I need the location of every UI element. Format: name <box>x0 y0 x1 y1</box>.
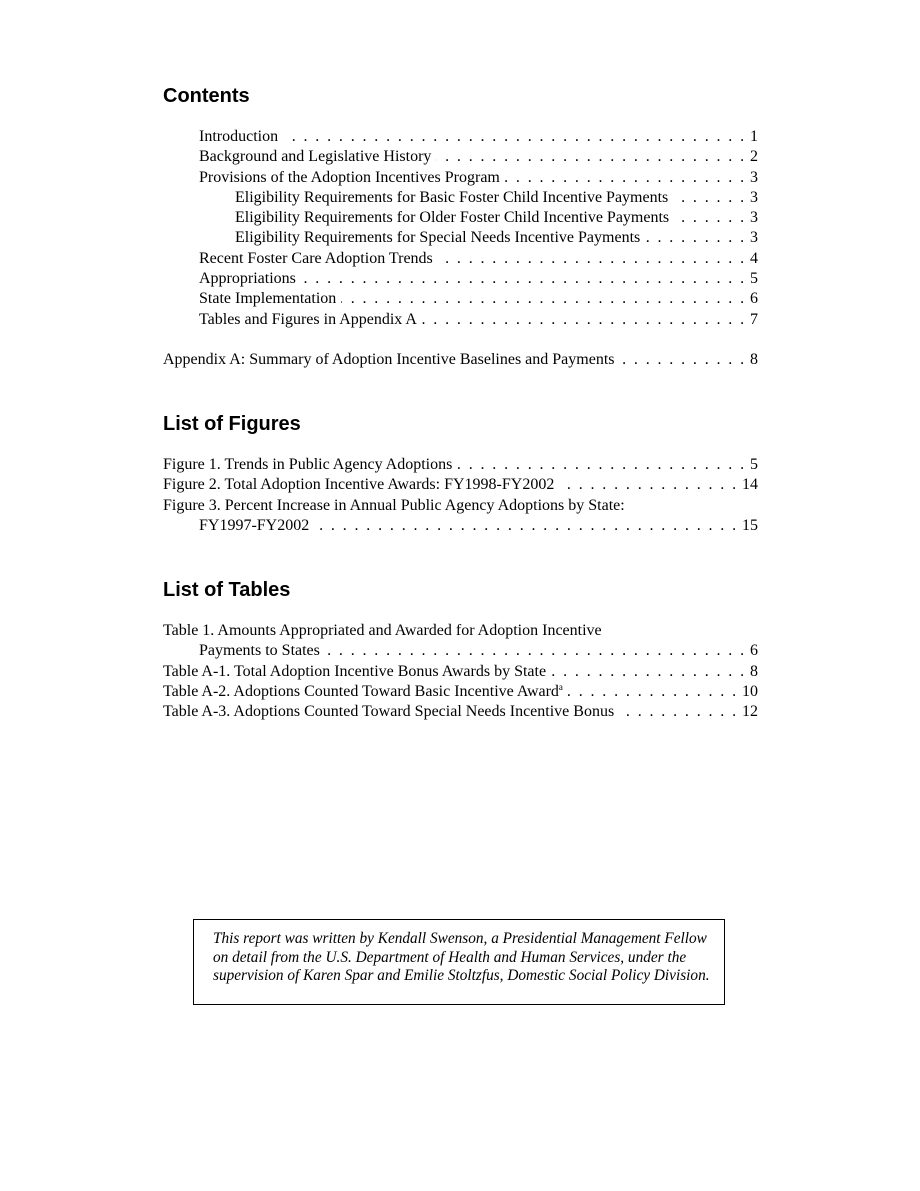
contents-heading: Contents <box>163 85 250 107</box>
dot-leader <box>438 249 746 269</box>
toc-entry-title: State Implementation <box>199 290 337 308</box>
toc-entry-title: Introduction <box>199 128 279 145</box>
table-entry-title: Table A-1. Total Adoption Incentive Bonus Awards by State <box>163 662 547 680</box>
table-entry-title-cont: Payments to States <box>199 642 320 660</box>
toc-entry-introduction[interactable] <box>163 127 758 147</box>
toc-entry-title: Eligibility Requirements for Older Foster Child Incentive Payments <box>235 209 670 227</box>
figures-list <box>163 455 758 536</box>
toc-entry-page: 5 <box>750 270 758 288</box>
table-entry-a2[interactable] <box>163 682 758 702</box>
toc-entry-background[interactable] <box>163 147 758 167</box>
table-entry-page: 12 <box>742 703 758 721</box>
table-entry-page: 6 <box>750 642 758 660</box>
figure-entry-2[interactable] <box>163 475 758 495</box>
toc-entry-page: 3 <box>750 229 758 247</box>
dot-leader <box>325 641 746 661</box>
toc-entry-title: Eligibility Requirements for Basic Foster Child Incentive Payments <box>235 188 669 206</box>
toc-entry-provisions[interactable] <box>163 168 758 188</box>
tables-heading: List of Tables <box>163 579 291 601</box>
table-entry-title: Table A-3. Adoptions Counted Toward Special Needs Incentive Bonus <box>163 703 615 721</box>
toc-entry-title: Eligibility Requirements for Special Needs Incentive Payments <box>235 229 641 247</box>
dot-leader <box>568 682 738 702</box>
toc-entry-page: 4 <box>750 249 758 267</box>
toc-entry-page: 8 <box>750 351 758 369</box>
toc-entry-title: Background and Legislative History <box>199 148 432 166</box>
toc-entry-page: 3 <box>750 188 758 206</box>
figure-entry-1[interactable] <box>163 455 758 475</box>
dot-leader <box>314 516 738 536</box>
table-entry-a1[interactable] <box>163 662 758 682</box>
table-entry-continuation <box>163 641 758 661</box>
figures-heading: List of Figures <box>163 413 301 435</box>
contents-list <box>163 127 758 371</box>
figure-entry-title: Figure 3. Percent Increase in Annual Public Agency Adoptions by State: <box>163 496 625 514</box>
figure-entry-title-cont: FY1997-FY2002 <box>199 516 310 534</box>
toc-entry-appendix-a[interactable] <box>163 350 758 370</box>
figure-entry-3[interactable] <box>163 496 758 537</box>
toc-entry-special-needs-eligibility[interactable] <box>163 228 758 248</box>
dot-leader <box>620 350 747 370</box>
toc-entry-page: 3 <box>750 209 758 227</box>
dot-leader <box>645 228 746 248</box>
table-entry-title-wrap <box>163 682 568 702</box>
dot-leader <box>551 662 746 682</box>
table-entry-1[interactable] <box>163 621 758 662</box>
dot-leader <box>673 188 746 208</box>
toc-entry-page: 6 <box>750 290 758 308</box>
toc-entry-title: Tables and Figures in Appendix A <box>199 310 417 328</box>
toc-entry-tables-figures[interactable] <box>163 310 758 330</box>
dot-leader <box>505 168 746 188</box>
tables-list <box>163 621 758 722</box>
table-entry-a3[interactable] <box>163 702 758 722</box>
toc-entry-appropriations[interactable] <box>163 269 758 289</box>
dot-leader <box>422 310 746 330</box>
table-entry-page: 8 <box>750 662 758 680</box>
toc-entry-page: 7 <box>750 310 758 328</box>
figure-entry-page: 5 <box>750 456 758 473</box>
dot-leader <box>283 127 746 147</box>
toc-entry-older-eligibility[interactable] <box>163 208 758 228</box>
dot-leader <box>457 455 746 475</box>
dot-leader <box>619 702 738 722</box>
table-entry-page: 10 <box>742 682 758 700</box>
table-entry-title: Table 1. Amounts Appropriated and Awarded for Adoption Incentive <box>163 622 602 639</box>
toc-entry-page: 2 <box>750 148 758 166</box>
toc-entry-basic-eligibility[interactable] <box>163 188 758 208</box>
figure-entry-continuation <box>163 516 758 536</box>
figure-entry-page: 15 <box>742 516 758 534</box>
toc-entry-state-implementation[interactable] <box>163 289 758 309</box>
author-note-box <box>193 919 725 1005</box>
figure-entry-title: Figure 1. Trends in Public Agency Adoptions <box>163 456 453 473</box>
toc-entry-title: Provisions of the Adoption Incentives Program <box>199 168 500 186</box>
toc-entry-page: 1 <box>750 128 758 145</box>
author-note-text: This report was written by Kendall Swenson, a Presidential Management Fellow on detail from the U.S. Department of Health and Human Services, under the supervision of Karen Spar and Emilie Stoltzfus, Domestic Social Policy Division. <box>213 930 710 985</box>
dot-leader <box>674 208 746 228</box>
toc-entry-title: Recent Foster Care Adoption Trends <box>199 249 433 267</box>
toc-entry-title: Appropriations <box>199 270 296 288</box>
dot-leader <box>301 269 746 289</box>
footnote-marker: a <box>558 681 563 692</box>
toc-entry-title: Appendix A: Summary of Adoption Incentive Baselines and Payments <box>163 351 615 369</box>
dot-leader <box>341 289 746 309</box>
dot-leader <box>436 147 746 167</box>
table-entry-title: Table A-2. Adoptions Counted Toward Basic Incentive Award <box>163 682 559 700</box>
figure-entry-title: Figure 2. Total Adoption Incentive Awards: FY1998-FY2002 <box>163 476 555 494</box>
figure-entry-page: 14 <box>742 476 758 494</box>
toc-entry-page: 3 <box>750 168 758 186</box>
toc-entry-trends[interactable] <box>163 249 758 269</box>
dot-leader <box>559 475 738 495</box>
